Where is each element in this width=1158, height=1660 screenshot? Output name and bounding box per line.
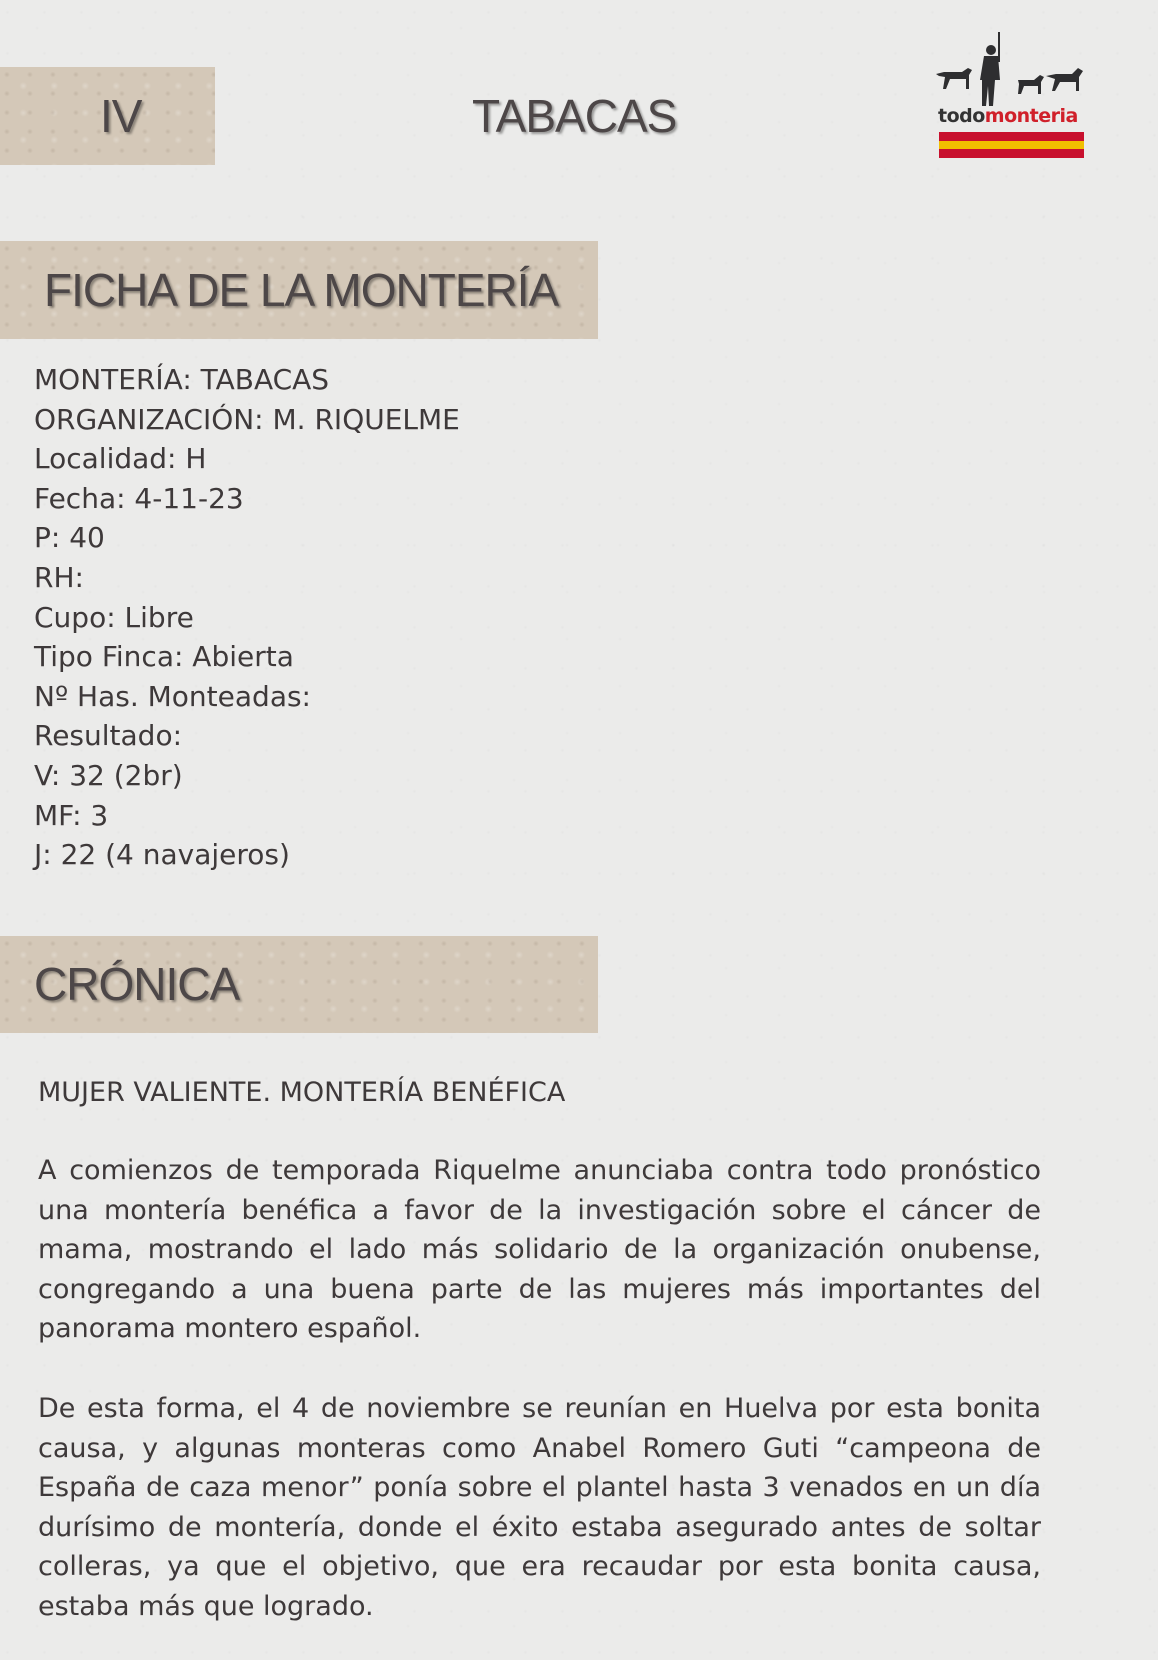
ficha-heading: FICHA DE LA MONTERÍA	[44, 264, 559, 316]
flag-red-bottom	[939, 149, 1084, 158]
ficha-line: Tipo Finca: Abierta	[34, 640, 294, 674]
ficha-details-list	[34, 360, 460, 875]
cronica-paragraph: De esta forma, el 4 de noviembre se reunían en Huelva por esta bonita causa, y algunas monteras como Anabel Romero Guti “campeona de España de caza menor” ponía sobre el plantel hasta 3 venados en un día durísimo de montería, donde el éxito estaba asegurado antes de soltar colleras, ya que el objetivo, que era recaudar por esta bonita causa, estaba más que logrado.	[38, 1393, 1041, 1622]
cronica-paragraph: A comienzos de temporada Riquelme anunciaba contra todo pronóstico una montería benéfica a favor de la investigación sobre el cáncer de mama, mostrando el lado más solidario de la organización onubense, congregando a una buena parte de las mujeres más importantes del panorama montero español.	[38, 1155, 1041, 1345]
logo-text-monteria: monteria	[984, 105, 1078, 127]
logo-text-todo: todo	[938, 105, 985, 127]
flag-red-top	[939, 132, 1084, 141]
ficha-line: Cupo: Libre	[34, 600, 194, 634]
page-title: TABACAS	[472, 90, 677, 142]
ficha-line: MF: 3	[34, 798, 109, 832]
ficha-line: J: 22 (4 navajeros)	[34, 838, 290, 872]
ficha-line: Fecha: 4-11-23	[34, 481, 244, 515]
ficha-line: Resultado:	[34, 719, 183, 753]
cronica-heading: CRÓNICA	[34, 958, 240, 1010]
ficha-line: MONTERÍA: TABACAS	[34, 363, 330, 396]
spain-flag-stripe	[939, 132, 1084, 158]
logo-wordmark	[938, 105, 1078, 127]
ficha-line: Localidad: H	[34, 442, 207, 476]
cronica-subheading: MUJER VALIENTE. MONTERÍA BENÉFICA	[38, 1077, 566, 1108]
ficha-line: V: 32 (2br)	[34, 758, 183, 792]
chapter-number: IV	[100, 90, 142, 142]
ficha-line: RH:	[34, 560, 84, 594]
ficha-line: ORGANIZACIÓN: M. RIQUELME	[34, 402, 460, 436]
ficha-line: P: 40	[34, 521, 105, 555]
hunter-dogs-icon	[930, 30, 1090, 108]
flag-yellow	[939, 141, 1084, 150]
todomonteria-logo	[930, 30, 1090, 165]
ficha-line: Nº Has. Monteadas:	[34, 679, 311, 713]
